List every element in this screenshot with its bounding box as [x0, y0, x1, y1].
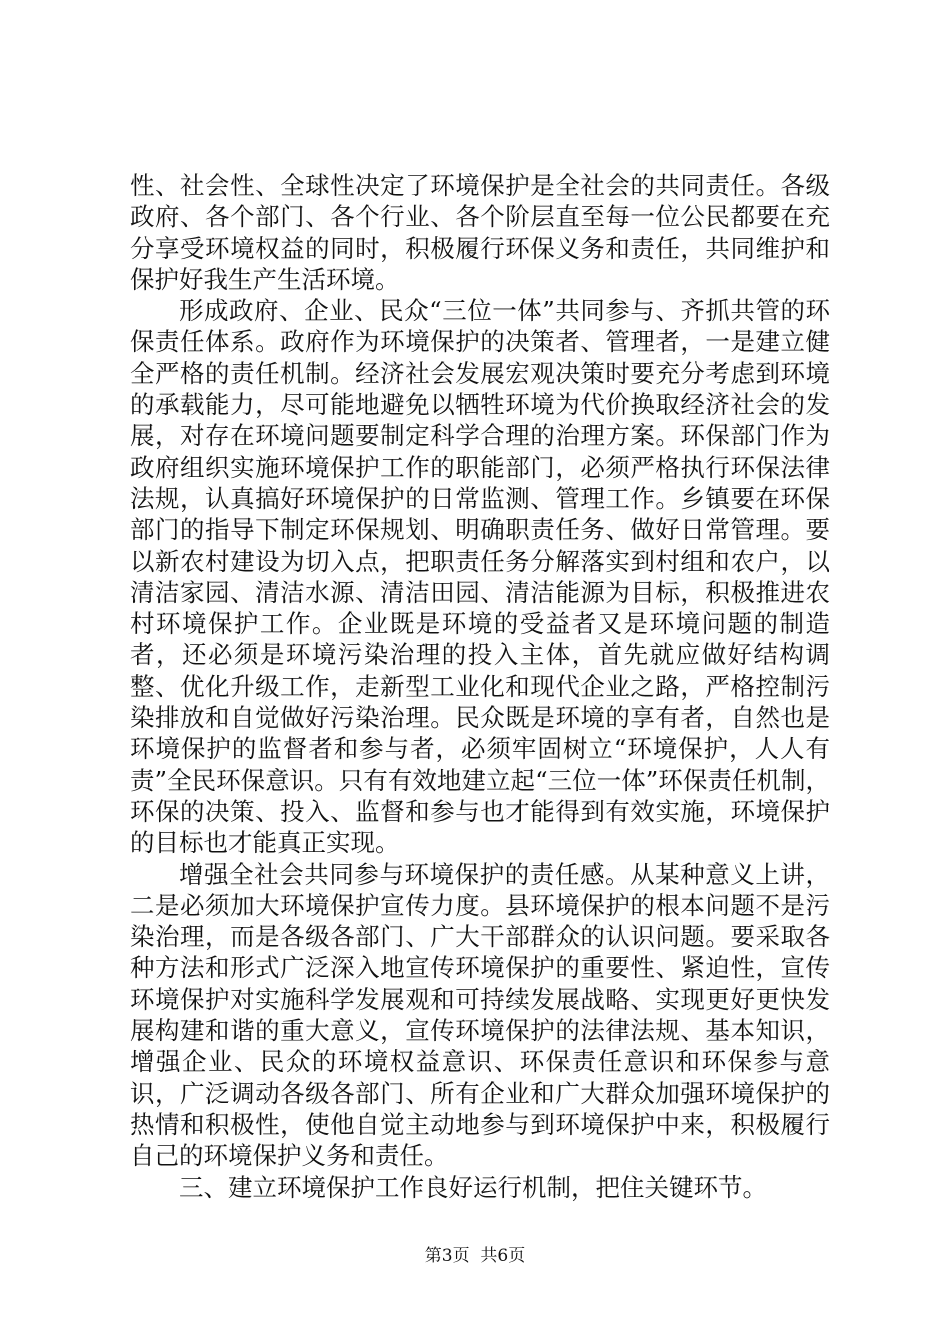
- section-heading-three: 三、建立环境保护工作良好运行机制，把住关键环节。: [179, 1172, 767, 1202]
- paragraph-continuation: 性、社会性、全球性决定了环境保护是全社会的共同责任。各级政府、各个部门、各个行业、各个阶层直至每一位公民都要在充分享受环境权益的同时，积极履行环保义务和责任，共同维护和保护好我生产生活环境。: [130, 171, 830, 294]
- paragraph-public-awareness: 增强全社会共同参与环境保护的责任感。从某种意义上讲，二是必须加大环境保护宣传力度。县环境保护的根本问题不是污染治理，而是各级各部门、广大干部群众的认识问题。要采取各种方法和形式广泛深入地宣传环境保护的重要性、紧迫性，宣传环境保护对实施科学发展观和可持续发展战略、实现更好更快发展构建和谐的重大意义，宣传环境保护的法律法规、基本知识，增强企业、民众的环境权益意识、环保责任意识和环保参与意识，广泛调动各级各部门、所有企业和广大群众加强环境保护的热情和积极性，使他自觉主动地参与到环境保护中来，积极履行自己的环境保护义务和责任。: [130, 859, 830, 1171]
- body-text: [130, 170, 830, 1203]
- page-footer: 第3页 共6页: [424, 1246, 526, 1266]
- paragraph-responsibility-system: 形成政府、企业、民众“三位一体”共同参与、齐抓共管的环保责任体系。政府作为环境保护的决策者、管理者，一是建立健全严格的责任机制。经济社会发展宏观决策时要充分考虑到环境的承载能力，尽可能地避免以牺牲环境为代价换取经济社会的发展，对存在环境问题要制定科学合理的治理方案。环保部门作为政府组织实施环境保护工作的职能部门，必须严格执行环保法律法规，认真搞好环境保护的日常监测、管理工作。乡镇要在环保部门的指导下制定环保规划、明确职责任务、做好日常管理。要以新农村建设为切入点，把职责任务分解落实到村组和农户，以清洁家园、清洁水源、清洁田园、清洁能源为目标，积极推进农村环境保护工作。企业既是环境的受益者又是环境问题的制造者，还必须是环境污染治理的投入主体，首先就应做好结构调整、优化升级工作，走新型工业化和现代企业之路，严格控制污染排放和自觉做好污染治理。民众既是环境的享有者，自然也是环境保护的监督者和参与者，必须牢固树立“环境保护，人人有责”全民环保意识。只有有效地建立起“三位一体”环保责任机制，环保的决策、投入、监督和参与也才能得到有效实施，环境保护的目标也才能真正实现。: [130, 296, 830, 858]
